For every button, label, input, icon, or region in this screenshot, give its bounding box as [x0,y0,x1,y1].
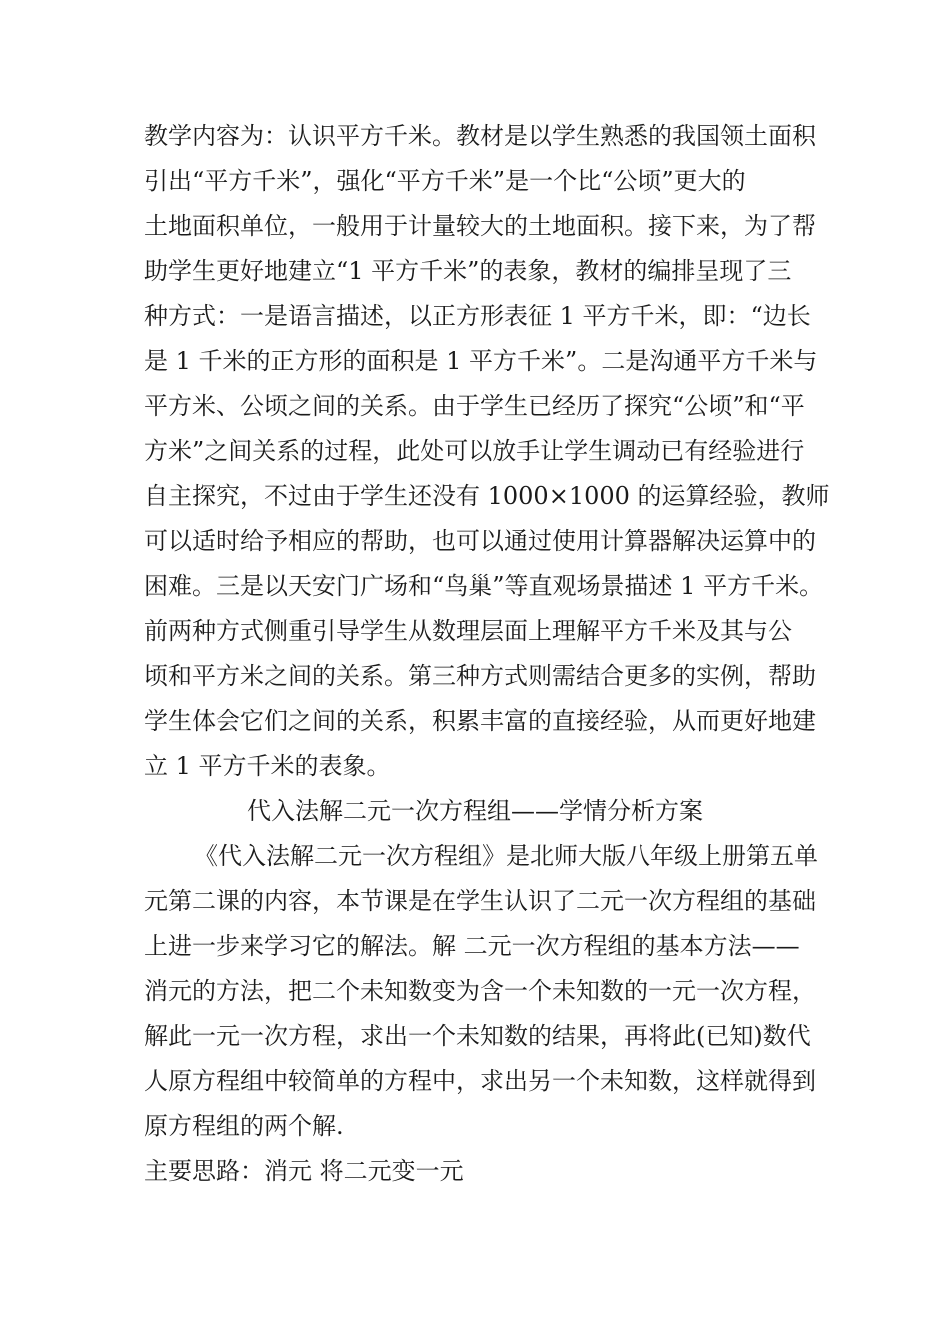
paragraph-line: 土地面积单位，一般用于计量较大的土地面积。接下来，为了帮 [144,212,816,240]
paragraph-line: 种方式：一是语言描述，以正方形表征 1 平方千米，即：“边长 [144,302,811,330]
paragraph-line: 平方米、公顷之间的关系。由于学生已经历了探究“公顷”和“平 [144,392,805,420]
paragraph-line: 学生体会它们之间的关系，积累丰富的直接经验，从而更好地建 [144,707,816,735]
main-idea-line: 主要思路：消元 将二元变一元 [144,1157,464,1185]
paragraph-line: 助学生更好地建立“1 平方千米”的表象，教材的编排呈现了三 [144,257,792,285]
paragraph-line: 元第二课的内容，本节课是在学生认识了二元一次方程组的基础 [144,887,816,915]
section-title: 代入法解二元一次方程组——学情分析方案 [247,797,703,825]
paragraph-line: 困难。三是以天安门广场和“鸟巢”等直观场景描述 1 平方千米。 [144,572,824,600]
paragraph-line: 立 1 平方千米的表象。 [144,752,391,780]
paragraph-line: 前两种方式侧重引导学生从数理层面上理解平方千米及其与公 [144,617,792,645]
paragraph-line: 上进一步来学习它的解法。解 二元一次方程组的基本方法—— [144,932,800,960]
paragraph-line: 人原方程组中较简单的方程中，求出另一个未知数，这样就得到 [144,1067,816,1095]
paragraph-line: 引出“平方千米”，强化“平方千米”是一个比“公顷”更大的 [144,167,746,195]
paragraph-line: 顷和平方米之间的关系。第三种方式则需结合更多的实例，帮助 [144,662,816,690]
paragraph-line: 《代入法解二元一次方程组》是北师大版八年级上册第五单 [194,842,818,870]
paragraph-line: 原方程组的两个解. [144,1112,344,1140]
paragraph-line: 消元的方法，把二个未知数变为含一个未知数的一元一次方程， [144,977,816,1005]
paragraph-line: 可以适时给予相应的帮助，也可以通过使用计算器解决运算中的 [144,527,816,555]
paragraph-line: 教学内容为：认识平方千米。教材是以学生熟悉的我国领土面积 [144,122,816,150]
paragraph-line: 是 1 千米的正方形的面积是 1 平方千米”。二是沟通平方千米与 [144,347,818,375]
paragraph-line: 方米”之间关系的过程，此处可以放手让学生调动已有经验进行 [144,437,805,465]
paragraph-line: 自主探究，不过由于学生还没有 1000×1000 的运算经验，教师 [144,482,830,510]
paragraph-line: 解此一元一次方程，求出一个未知数的结果，再将此(已知)数代 [144,1022,811,1050]
